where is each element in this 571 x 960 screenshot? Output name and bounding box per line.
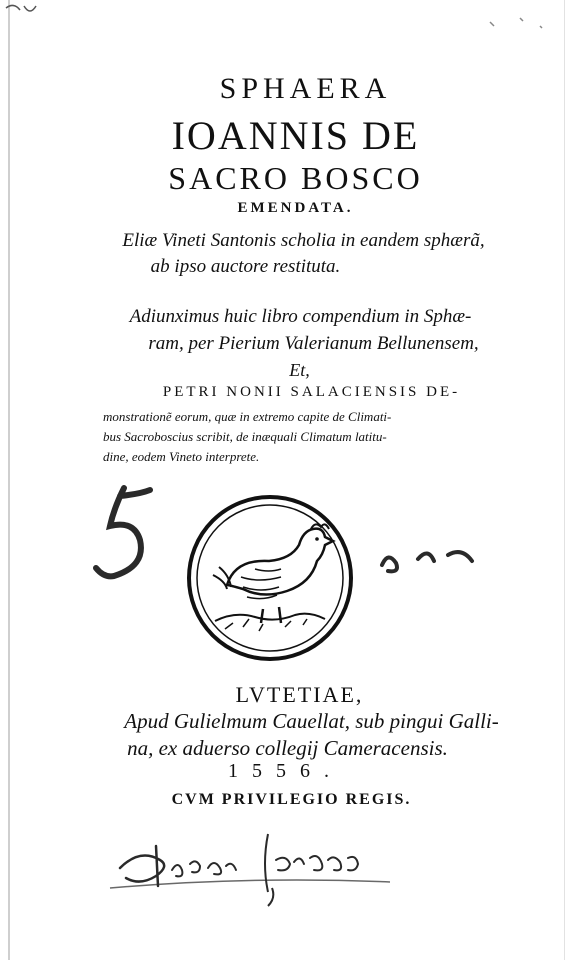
adiunximus-line-1: Adiunximus huic libro compendium in Sphæ- [129,306,472,327]
corner-mark-top-right [480,8,560,38]
nonii-line-1: PETRI NONII SALACIENSIS DE- [162,384,461,400]
nonii-line-4: dine, eodem Vineto interprete. [103,449,260,464]
privilege-line: CVM PRIVILEGIO REGIS. [171,791,412,808]
conjunction-et: Et, [289,360,310,380]
scholia-line-2: ab ipso auctore restituta. [150,256,341,277]
title-line-sphaera: SPHAERA [219,72,392,105]
nonii-line-3: bus Sacroboscius scribit, de inæquali Climatum latitu- [103,429,387,444]
hen-roundel-icon [185,493,355,663]
handwritten-shelf-mark [88,480,178,590]
imprint-place: LVTETIAE, [235,682,364,707]
corner-mark-top-left [0,0,60,40]
nonii-line-2: monstrationẽ eorum, quæ in extremo capite de Climati- [103,409,392,424]
scholia-line-1: Eliæ Vineti Santonis scholia in eandem sphærã, [122,230,485,251]
imprint-printer-line-2: na, ex aduerso collegij Cameracensis. [127,736,448,760]
imprint-printer-line-1: Apud Gulielmum Cauellat, sub pingui Galli- [124,709,499,733]
imprint-year: 1556. [228,760,343,782]
title-line-emendata: EMENDATA. [237,200,354,216]
handwritten-mark-right [368,535,488,585]
title-line-ioannis: IOANNIS DE [171,113,420,158]
adiunximus-line-2: ram, per Pierium Valerianum Bellunensem, [148,333,479,354]
ownership-signature [100,818,400,918]
title-line-sacro-bosco: SACRO BOSCO [168,160,423,196]
